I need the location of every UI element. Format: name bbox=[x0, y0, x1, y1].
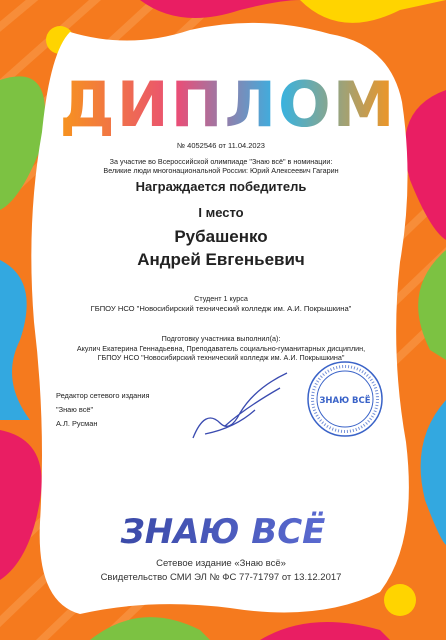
teacher-organization: ГБПОУ НСО "Новосибирский технический колледж им. А.И. Покрышкина" bbox=[97, 353, 345, 362]
editor-signature bbox=[185, 368, 295, 448]
footer-publication: Сетевое издание «Знаю всё» bbox=[156, 558, 286, 569]
editor-label: Редактор сетевого издания bbox=[56, 391, 150, 400]
editor-name: А.Л. Русман bbox=[56, 419, 98, 428]
award-text: Награждается победитель bbox=[135, 179, 307, 194]
winner-surname: Рубашенко bbox=[174, 227, 268, 246]
official-stamp bbox=[306, 360, 384, 438]
editor-publication: "Знаю всё" bbox=[56, 405, 94, 414]
nomination-line-1: За участие во Всероссийской олимпиаде "Знаю всё" в номинации: bbox=[109, 157, 333, 166]
winner-given-names: Андрей Евгеньевич bbox=[137, 250, 305, 269]
logo-text: ЗНАЮ ВСЁ bbox=[120, 512, 326, 552]
stamp-text: ЗНАЮ ВСЁ bbox=[319, 396, 371, 406]
place-text: I место bbox=[198, 205, 244, 220]
teacher-name: Акулич Екатерина Геннадьевна, Преподаватель социально-гуманитарных дисциплин, bbox=[76, 344, 366, 353]
diploma-title-graphic bbox=[59, 68, 397, 141]
student-course: Студент 1 курса bbox=[194, 294, 248, 303]
footer-certificate: Свидетельство СМИ ЭЛ № ФС 77-71797 от 13.12.2017 bbox=[100, 572, 342, 583]
school-name: ГБПОУ НСО "Новосибирский технический колледж им. А.И. Покрышкина" bbox=[90, 304, 352, 313]
diploma-title: ДИПЛОМ bbox=[59, 68, 397, 141]
znayu-vsyo-logo bbox=[120, 510, 326, 552]
nomination-line-2: Великие люди многонациональной России: Юрий Алексеевич Гагарин bbox=[103, 166, 339, 175]
prepared-label: Подготовку участника выполнил(а): bbox=[161, 334, 281, 343]
diploma-number: № 4052546 от 11.04.2023 bbox=[177, 141, 265, 150]
